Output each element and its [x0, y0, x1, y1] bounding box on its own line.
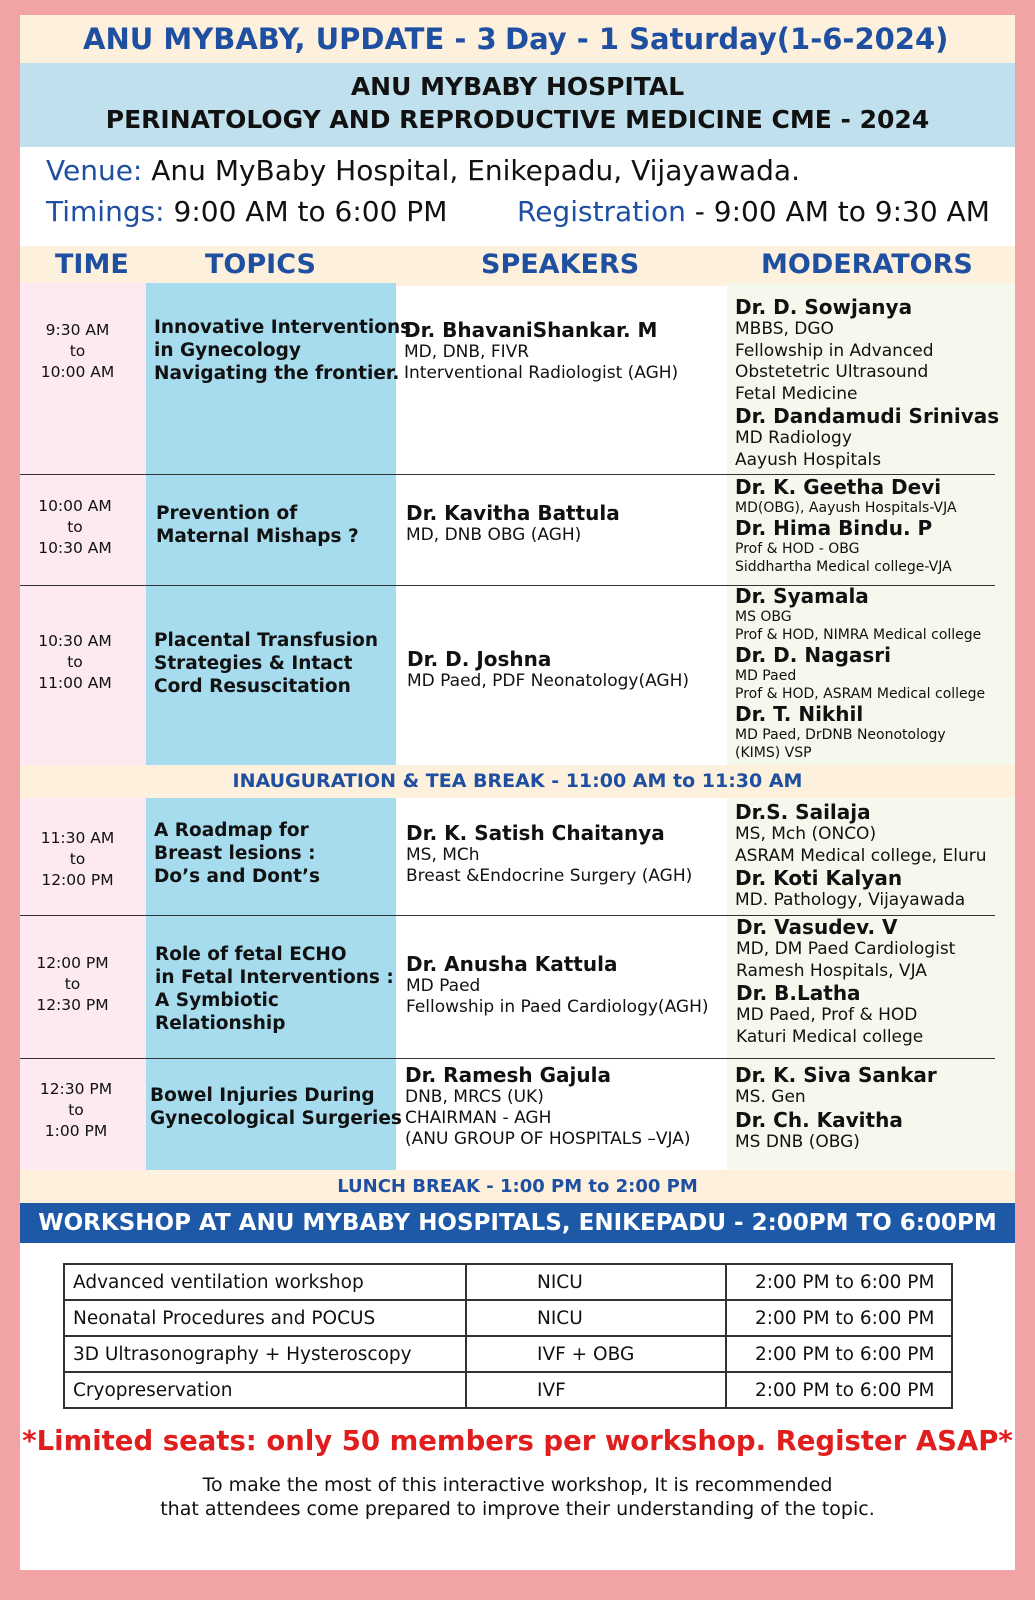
session-moderators: Dr. Syamala MS OBG Prof & HOD, NIMRA Medical college Dr. D. Nagasri MD Paed Prof & HOD, ASRAM Medical college Dr. T. Nikhil MD Paed, DrDNB Neonotology (KIMS) VSP	[735, 584, 986, 761]
session-speaker: Dr. Kavitha Battula MD, DNB OBG (AGH)	[406, 501, 620, 545]
column-header	[20, 246, 1015, 286]
registration-line	[517, 195, 990, 228]
session-time: 9:30 AM to 10:00 AM	[40, 321, 115, 381]
workshop-dept: IVF	[466, 1372, 726, 1408]
session-topic: Innovative Interventions in Gynecology Navigating the frontier.	[154, 317, 412, 384]
registration-label: Registration	[517, 195, 686, 228]
registration-value: - 9:00 AM to 9:30 AM	[694, 195, 990, 228]
timings-label: Timings:	[46, 195, 165, 228]
session-moderators: Dr. K. Geetha Devi MD(OBG), Aayush Hospitals-VJA Dr. Hima Bindu. P Prof & HOD - OBG Siddhartha Medical college-VJA	[735, 475, 957, 575]
session-time: 10:30 AM to 11:00 AM	[38, 632, 112, 692]
timings-line	[46, 195, 447, 228]
workshop-table	[63, 1263, 953, 1409]
update-title: ANU MYBABY, UPDATE - 3	[83, 22, 497, 56]
workshop-name: Advanced ventilation workshop	[64, 1264, 466, 1300]
schedule-sheet	[20, 15, 1015, 1570]
timings-value: 9:00 AM to 6:00 PM	[173, 195, 448, 228]
tea-break-bar: INAUGURATION & TEA BREAK - 11:00 AM to 11:30 AM	[20, 765, 1015, 798]
hospital-banner	[20, 63, 1015, 147]
table-row	[64, 1336, 952, 1372]
workshop-time: 2:00 PM to 6:00 PM	[726, 1336, 952, 1372]
session-time: 12:00 PM to 12:30 PM	[36, 954, 109, 1014]
venue-line	[46, 154, 800, 187]
session-moderators: Dr. K. Siva Sankar MS. Gen Dr. Ch. Kavitha MS DNB (OBG)	[735, 1063, 937, 1152]
workshop-title: WORKSHOP AT ANU MYBABY HOSPITALS, ENIKEPADU - 2:00PM TO 6:00PM	[20, 1203, 1015, 1243]
session-moderators: Dr.S. Sailaja MS, Mch (ONCO) ASRAM Medical college, Eluru Dr. Koti Kalyan MD. Pathology, Vijayawada	[735, 800, 987, 910]
session-speaker: Dr. Ramesh Gajula DNB, MRCS (UK) CHAIRMAN - AGH (ANU GROUP OF HOSPITALS –VJA)	[405, 1063, 691, 1149]
session-time: 11:30 AM to 12:00 PM	[40, 829, 115, 889]
workshop-name: 3D Ultrasonography + Hysteroscopy	[64, 1336, 466, 1372]
row-divider	[20, 1058, 995, 1059]
session-speaker: Dr. K. Satish Chaitanya MS, MCh Breast &Endocrine Surgery (AGH)	[406, 821, 693, 886]
col-speakers-header: SPEAKERS	[481, 249, 640, 280]
col-time-header: TIME	[55, 249, 129, 280]
session-speaker: Dr. D. Joshna MD Paed, PDF Neonatology(AGH)	[407, 647, 690, 691]
session-topic: Prevention of Maternal Mishaps ?	[156, 503, 359, 547]
table-row	[64, 1372, 952, 1408]
limited-seats-notice: *Limited seats: only 50 members per workshop. Register ASAP*	[22, 1425, 1013, 1457]
table-row	[64, 1264, 952, 1300]
cme-title: PERINATOLOGY AND REPRODUCTIVE MEDICINE CME - 2024	[105, 105, 930, 134]
workshop-dept: NICU	[466, 1264, 726, 1300]
update-banner	[20, 15, 1015, 63]
session-time: 12:30 PM to 1:00 PM	[39, 1080, 113, 1140]
workshop-name: Neonatal Procedures and POCUS	[64, 1300, 466, 1336]
workshop-time: 2:00 PM to 6:00 PM	[726, 1300, 952, 1336]
session-topic: Bowel Injuries During Gynecological Surgeries	[150, 1085, 402, 1129]
footer-note: To make the most of this interactive workshop, It is recommended that attendees come prepared to improve their understanding of the topic.	[160, 1474, 875, 1520]
session-topic: A Roadmap for Breast lesions : Do’s and Dont’s	[154, 820, 321, 887]
session-topic: Role of fetal ECHO in Fetal Interventions : A Symbiotic Relationship	[155, 944, 394, 1034]
hospital-name: ANU MYBABY HOSPITAL	[350, 72, 685, 101]
day-title: Day - 1 Saturday(1-6-2024)	[505, 22, 949, 56]
session-time: 10:00 AM to 10:30 AM	[38, 497, 112, 557]
workshop-time: 2:00 PM to 6:00 PM	[726, 1264, 952, 1300]
workshop-name: Cryopreservation	[64, 1372, 466, 1408]
session-speaker: Dr. BhavaniShankar. M MD, DNB, FIVR Interventional Radiologist (AGH)	[404, 318, 679, 383]
col-topics-header: TOPICS	[205, 249, 316, 280]
session-topic: Placental Transfusion Strategies & Intact Cord Resuscitation	[154, 630, 379, 697]
table-row	[64, 1300, 952, 1336]
workshop-dept: NICU	[466, 1300, 726, 1336]
lunch-break-bar: LUNCH BREAK - 1:00 PM to 2:00 PM	[20, 1170, 1015, 1203]
workshop-time: 2:00 PM to 6:00 PM	[726, 1372, 952, 1408]
session-moderators: Dr. Vasudev. V MD, DM Paed Cardiologist Ramesh Hospitals, VJA Dr. B.Latha MD Paed, Prof & HOD Katuri Medical college	[736, 915, 956, 1047]
col-moderators-header: MODERATORS	[761, 249, 973, 280]
session-speaker: Dr. Anusha Kattula MD Paed Fellowship in Paed Cardiology(AGH)	[406, 952, 709, 1017]
venue-value: Anu MyBaby Hospital, Enikepadu, Vijayawada.	[151, 154, 800, 187]
session-moderators: Dr. D. Sowjanya MBBS, DGO Fellowship in Advanced Obstetetric Ultrasound Fetal Medicine Dr. Dandamudi Srinivas MD Radiology Aayush Hospitals	[735, 295, 1000, 470]
workshop-dept: IVF + OBG	[466, 1336, 726, 1372]
venue-label: Venue:	[46, 154, 143, 187]
